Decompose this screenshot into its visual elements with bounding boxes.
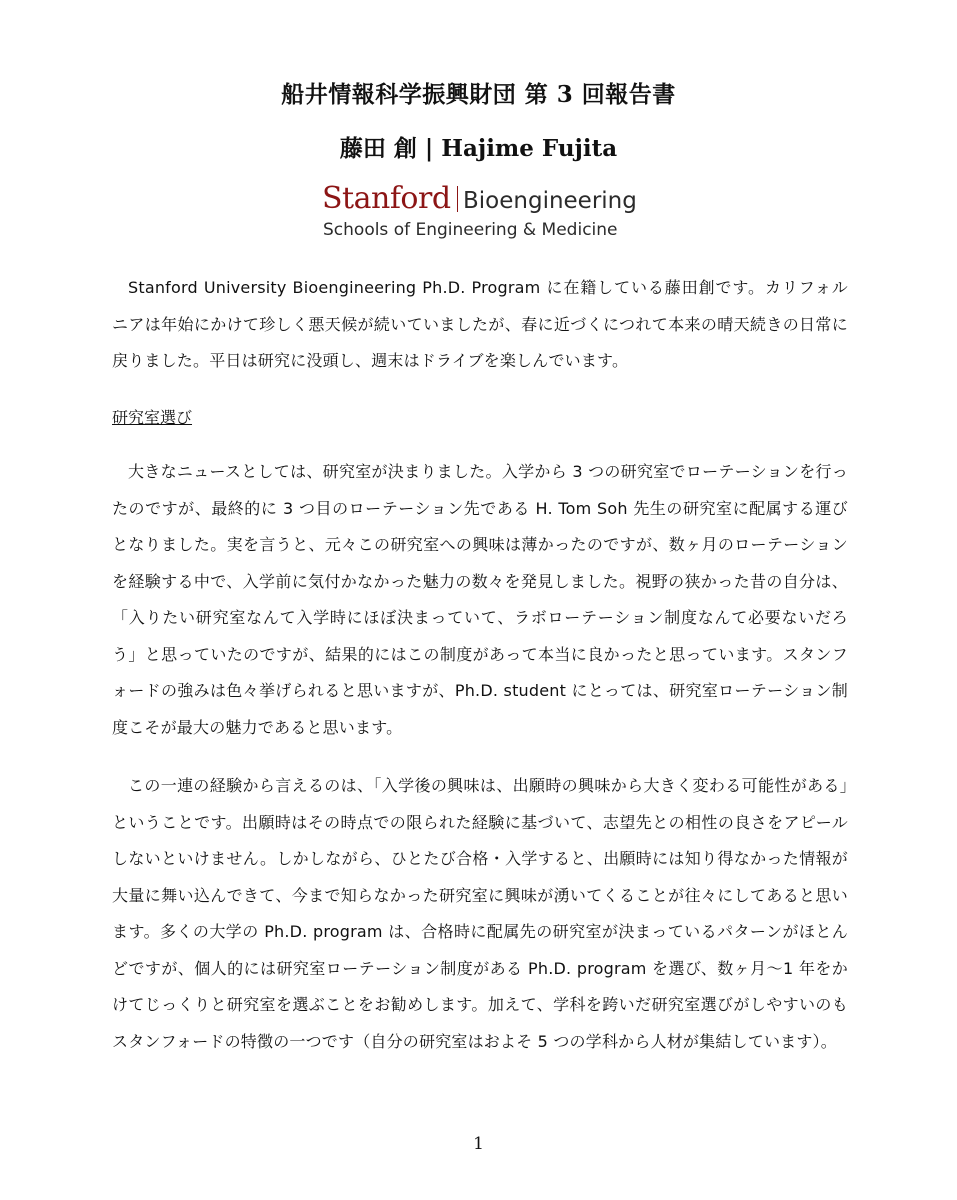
intro-paragraph: Stanford University Bioengineering Ph.D. Program に在籍している藤田創です。カリフォルニアは年始にかけて珍しく悪天候が続いていましたが、春に近づくにつれて本来の晴天続きの日常に戻りました。平日は研究に没頭し、週末はドライブを楽しんでいます。 bbox=[112, 278, 848, 370]
body-paragraph-2: 大きなニュースとしては、研究室が決まりました。入学から 3 つの研究室でローテーションを行ったのですが、最終的に 3 つ目のローテーション先である H. Tom Soh 先生の研究室に配属する運びとなりました。実を言うと、元々この研究室への興味は薄かったのですが、数ヶ月のローテーションを経験する中で、入学前に気付かなかった魅力の数々を発見しました。視野の狭かった昔の自分は、「入りたい研究室なんて入学時にほぼ決まっていて、ラボローテーション制度なんて必要ないだろう」と思っていたのですが、結果的にはこの制度があって本当に良かったと思っています。スタンフォードの強みは色々挙げられると思いますが、Ph.D. student にとっては、研究室ローテーション制度こそが最大の魅力であると思います。 bbox=[112, 462, 848, 737]
logo-stanford-wordmark: Stanford bbox=[322, 181, 451, 216]
section-heading: 研究室選び bbox=[112, 408, 193, 427]
logo-divider bbox=[457, 186, 458, 212]
logo-department: Bioengineering bbox=[463, 188, 637, 214]
logo-schools: Schools of Engineering & Medicine bbox=[323, 220, 618, 240]
report-title: 船井情報科学振興財団 第 3 回報告書 bbox=[281, 81, 676, 108]
page-number: 1 bbox=[473, 1134, 484, 1154]
author-name: 藤田 創 | Hajime Fujita bbox=[339, 135, 618, 162]
stanford-bioengineering-logo bbox=[322, 180, 652, 244]
body-paragraph-3: この一連の経験から言えるのは、「入学後の興味は、出願時の興味から大きく変わる可能性がある」ということです。出願時はその時点での限られた経験に基づいて、志望先との相性の良さをアピールしないといけません。しかしながら、ひとたび合格・入学すると、出願時には知り得なかった情報が大量に舞い込んできて、今まで知らなかった研究室に興味が湧いてくることが往々にしてあると思います。多くの大学の Ph.D. program は、合格時に配属先の研究室が決まっているパターンがほとんどですが、個人的には研究室ローテーション制度がある Ph.D. program を選び、数ヶ月～1 年をかけてじっくりと研究室を選ぶことをお勧めします。加えて、学科を跨いだ研究室選びがしやすいのもスタンフォードの特徴の一つです（自分の研究室はおよそ 5 つの学科から人材が集結しています）。 bbox=[112, 776, 848, 1051]
